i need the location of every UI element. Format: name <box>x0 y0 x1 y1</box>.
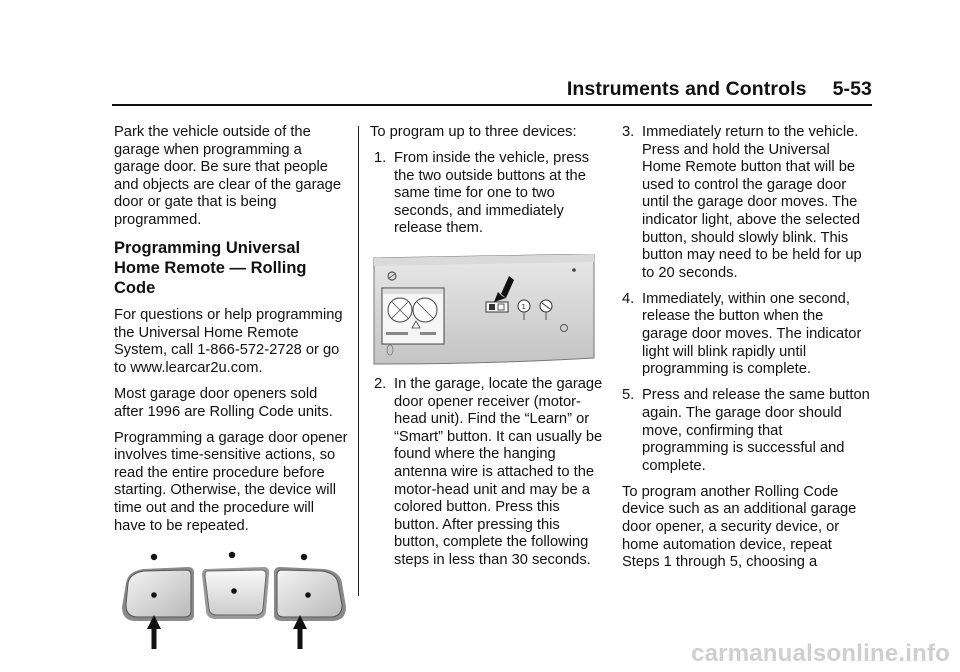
steps-lead: To program up to three devices: <box>370 124 577 140</box>
step-5-text: Press and release the same button again. The garage door should move, confirming that programming is successful and complete. <box>642 387 870 474</box>
svg-text:1: 1 <box>521 303 526 312</box>
header-rule <box>112 104 872 106</box>
step-1-text: From inside the vehicle, press the two outside buttons at the same time for one to two seconds, and immediately release them. <box>394 150 590 237</box>
remote-button-right <box>274 567 346 621</box>
step-1 <box>374 150 606 238</box>
page-number: 5-53 <box>832 78 872 100</box>
step-2-number: 2. <box>374 376 387 393</box>
indicator-light-center <box>229 552 235 558</box>
running-header <box>567 78 872 101</box>
step-2-text: In the garage, locate the garage door opener receiver (motor-head unit). Find the “Learn” or “Smart” button. It can usually be found where the hanging antenna wire is attached to the motor-head unit and may be a colored button. Press this button. After pressing this button, complete the following steps in less than 30 seconds. <box>394 376 603 568</box>
column-right <box>622 124 870 580</box>
step-2 <box>374 376 606 570</box>
watermark: carmanualsonline.info <box>691 640 950 667</box>
intro-paragraph: Park the vehicle outside of the garage when programming a garage door. Be sure that people and objects are clear of the garage door or gate that is being programmed. <box>114 124 341 228</box>
step-3-text: Immediately return to the vehicle. Press and hold the Universal Home Remote button that will be used to control the garage door until the garage door moves. The indicator light, above the selected button, should slowly blink. This button may need to be held for up to 20 seconds. <box>642 124 862 281</box>
step-4-text: Immediately, within one second, release the button when the garage door moves. The indicator light will blink rapidly until programming is complete. <box>642 290 862 378</box>
additional-device-paragraph: To program another Rolling Code device such as an additional garage door opener, a security device, or home automation device, repeat Steps 1 through 5, choosing a <box>622 483 857 571</box>
help-paragraph: For questions or help programming the Universal Home Remote System, call 1-866-572-2728 or go to www.learcar2u.com. <box>114 307 343 376</box>
section-heading: Programming Universal Home Remote — Rolling Code <box>114 239 307 298</box>
step-5-number: 5. <box>622 387 635 404</box>
step-1-number: 1. <box>374 150 387 167</box>
remote-button-left <box>122 567 194 621</box>
rolling-code-paragraph: Most garage door openers sold after 1996 are Rolling Code units. <box>114 385 333 420</box>
indicator-light-right <box>301 554 307 560</box>
remote-button-center <box>202 567 269 619</box>
column-divider <box>358 126 359 596</box>
column-middle <box>370 124 606 578</box>
section-title: Instruments and Controls <box>566 78 807 100</box>
remote-buttons-illustration <box>114 549 350 653</box>
step-3-number: 3. <box>622 124 635 140</box>
step-5 <box>622 387 870 475</box>
step-3 <box>622 124 870 282</box>
time-sensitive-paragraph: Programming a garage door opener involves time-sensitive actions, so read the entire procedure before starting. Otherwise, the device will time out and the procedure will have to be repeated. <box>114 429 348 534</box>
indicator-light-left <box>151 554 157 560</box>
step-4-number: 4. <box>622 290 635 307</box>
step-4 <box>622 291 870 379</box>
column-left <box>114 124 348 657</box>
garage-opener-motor-head-illustration <box>370 254 598 366</box>
